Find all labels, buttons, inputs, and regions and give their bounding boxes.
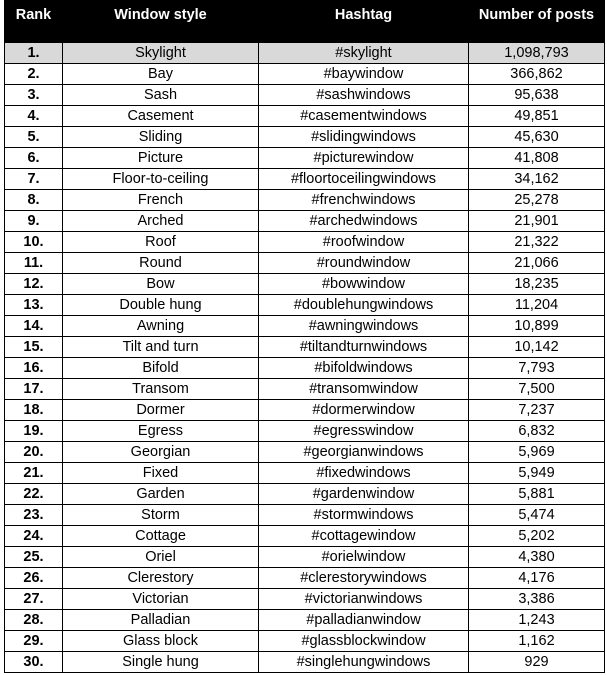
window-style-cell: Egress [63, 421, 259, 442]
rank-cell: 19. [5, 421, 63, 442]
posts-count-cell: 1,243 [469, 610, 605, 631]
hashtag-cell: #bowwindow [259, 274, 469, 295]
table-row [5, 610, 605, 631]
posts-count-cell: 1,098,793 [469, 43, 605, 64]
posts-count-cell: 49,851 [469, 106, 605, 127]
window-style-cell: Palladian [63, 610, 259, 631]
window-style-cell: Transom [63, 379, 259, 400]
rank-cell: 21. [5, 463, 63, 484]
table-row [5, 337, 605, 358]
posts-count-cell: 5,969 [469, 442, 605, 463]
table-row [5, 568, 605, 589]
table-row [5, 652, 605, 673]
window-style-cell: Garden [63, 484, 259, 505]
table-row [5, 484, 605, 505]
hashtag-cell: #archedwindows [259, 211, 469, 232]
rank-cell: 30. [5, 652, 63, 673]
window-style-cell: Cottage [63, 526, 259, 547]
rank-cell: 15. [5, 337, 63, 358]
hashtag-cell: #roofwindow [259, 232, 469, 253]
rank-cell: 7. [5, 169, 63, 190]
window-style-cell: Clerestory [63, 568, 259, 589]
rank-cell: 5. [5, 127, 63, 148]
rank-cell: 6. [5, 148, 63, 169]
window-style-cell: Bow [63, 274, 259, 295]
posts-count-cell: 6,832 [469, 421, 605, 442]
rank-cell: 23. [5, 505, 63, 526]
rank-cell: 4. [5, 106, 63, 127]
header-window-style: Window style [63, 1, 259, 43]
hashtag-cell: #orielwindow [259, 547, 469, 568]
window-style-cell: Casement [63, 106, 259, 127]
rank-cell: 2. [5, 64, 63, 85]
window-style-cell: Roof [63, 232, 259, 253]
posts-count-cell: 34,162 [469, 169, 605, 190]
table-row [5, 211, 605, 232]
rank-cell: 8. [5, 190, 63, 211]
window-style-cell: Victorian [63, 589, 259, 610]
table-row [5, 169, 605, 190]
window-style-cell: Fixed [63, 463, 259, 484]
posts-count-cell: 7,500 [469, 379, 605, 400]
table-row [5, 547, 605, 568]
window-style-cell: Bifold [63, 358, 259, 379]
header-row [5, 1, 605, 43]
window-style-cell: Awning [63, 316, 259, 337]
window-style-cell: Sliding [63, 127, 259, 148]
rank-cell: 20. [5, 442, 63, 463]
hashtag-cell: #transomwindow [259, 379, 469, 400]
posts-count-cell: 18,235 [469, 274, 605, 295]
rank-cell: 12. [5, 274, 63, 295]
table-row [5, 631, 605, 652]
table-row [5, 148, 605, 169]
window-style-cell: Storm [63, 505, 259, 526]
hashtag-cell: #fixedwindows [259, 463, 469, 484]
hashtag-cell: #cottagewindow [259, 526, 469, 547]
posts-count-cell: 95,638 [469, 85, 605, 106]
hashtag-cell: #palladianwindow [259, 610, 469, 631]
header-hashtag: Hashtag [259, 1, 469, 43]
posts-count-cell: 929 [469, 652, 605, 673]
table-row [5, 505, 605, 526]
posts-count-cell: 5,474 [469, 505, 605, 526]
rank-cell: 9. [5, 211, 63, 232]
rank-cell: 11. [5, 253, 63, 274]
posts-count-cell: 25,278 [469, 190, 605, 211]
posts-count-cell: 21,901 [469, 211, 605, 232]
table-row [5, 463, 605, 484]
table-row [5, 274, 605, 295]
rank-cell: 3. [5, 85, 63, 106]
table-row [5, 316, 605, 337]
posts-count-cell: 5,881 [469, 484, 605, 505]
rank-cell: 22. [5, 484, 63, 505]
hashtag-cell: #clerestorywindows [259, 568, 469, 589]
rank-cell: 14. [5, 316, 63, 337]
window-style-ranking-table [4, 0, 605, 673]
window-style-cell: Georgian [63, 442, 259, 463]
rank-cell: 27. [5, 589, 63, 610]
hashtag-cell: #frenchwindows [259, 190, 469, 211]
table-row [5, 127, 605, 148]
table-body [5, 43, 605, 673]
rank-cell: 10. [5, 232, 63, 253]
hashtag-cell: #slidingwindows [259, 127, 469, 148]
hashtag-cell: #picturewindow [259, 148, 469, 169]
header-number-of-posts: Number of posts [469, 1, 605, 43]
posts-count-cell: 5,202 [469, 526, 605, 547]
table-row [5, 295, 605, 316]
hashtag-cell: #singlehungwindows [259, 652, 469, 673]
posts-count-cell: 5,949 [469, 463, 605, 484]
hashtag-cell: #casementwindows [259, 106, 469, 127]
table-row [5, 253, 605, 274]
window-style-cell: Single hung [63, 652, 259, 673]
hashtag-cell: #awningwindows [259, 316, 469, 337]
posts-count-cell: 4,380 [469, 547, 605, 568]
header-rank: Rank [5, 1, 63, 43]
posts-count-cell: 11,204 [469, 295, 605, 316]
posts-count-cell: 10,142 [469, 337, 605, 358]
hashtag-cell: #doublehungwindows [259, 295, 469, 316]
table-row [5, 400, 605, 421]
table-row [5, 358, 605, 379]
posts-count-cell: 21,322 [469, 232, 605, 253]
rank-cell: 16. [5, 358, 63, 379]
table-row [5, 64, 605, 85]
table-row [5, 43, 605, 64]
hashtag-cell: #gardenwindow [259, 484, 469, 505]
rank-cell: 25. [5, 547, 63, 568]
posts-count-cell: 7,237 [469, 400, 605, 421]
window-style-cell: Floor-to-ceiling [63, 169, 259, 190]
rank-cell: 13. [5, 295, 63, 316]
window-style-cell: Arched [63, 211, 259, 232]
window-style-cell: Glass block [63, 631, 259, 652]
posts-count-cell: 366,862 [469, 64, 605, 85]
hashtag-cell: #egresswindow [259, 421, 469, 442]
window-style-cell: French [63, 190, 259, 211]
window-style-cell: Skylight [63, 43, 259, 64]
posts-count-cell: 21,066 [469, 253, 605, 274]
hashtag-cell: #stormwindows [259, 505, 469, 526]
hashtag-cell: #skylight [259, 43, 469, 64]
posts-count-cell: 10,899 [469, 316, 605, 337]
table-row [5, 421, 605, 442]
window-style-cell: Picture [63, 148, 259, 169]
window-style-cell: Tilt and turn [63, 337, 259, 358]
hashtag-cell: #dormerwindow [259, 400, 469, 421]
hashtag-cell: #bifoldwindows [259, 358, 469, 379]
hashtag-cell: #georgianwindows [259, 442, 469, 463]
hashtag-cell: #glassblockwindow [259, 631, 469, 652]
hashtag-cell: #tiltandturnwindows [259, 337, 469, 358]
table-row [5, 526, 605, 547]
window-style-cell: Round [63, 253, 259, 274]
posts-count-cell: 4,176 [469, 568, 605, 589]
table-row [5, 85, 605, 106]
window-style-cell: Oriel [63, 547, 259, 568]
rank-cell: 28. [5, 610, 63, 631]
posts-count-cell: 1,162 [469, 631, 605, 652]
window-style-cell: Bay [63, 64, 259, 85]
posts-count-cell: 45,630 [469, 127, 605, 148]
table-row [5, 232, 605, 253]
hashtag-cell: #floortoceilingwindows [259, 169, 469, 190]
hashtag-cell: #roundwindow [259, 253, 469, 274]
table-row [5, 589, 605, 610]
hashtag-cell: #victorianwindows [259, 589, 469, 610]
window-style-cell: Double hung [63, 295, 259, 316]
posts-count-cell: 7,793 [469, 358, 605, 379]
rank-cell: 29. [5, 631, 63, 652]
rank-cell: 24. [5, 526, 63, 547]
posts-count-cell: 41,808 [469, 148, 605, 169]
table-row [5, 442, 605, 463]
rank-cell: 26. [5, 568, 63, 589]
rank-cell: 1. [5, 43, 63, 64]
ranking-table-container [4, 0, 604, 673]
window-style-cell: Sash [63, 85, 259, 106]
posts-count-cell: 3,386 [469, 589, 605, 610]
rank-cell: 18. [5, 400, 63, 421]
window-style-cell: Dormer [63, 400, 259, 421]
table-row [5, 379, 605, 400]
hashtag-cell: #sashwindows [259, 85, 469, 106]
table-row [5, 190, 605, 211]
hashtag-cell: #baywindow [259, 64, 469, 85]
table-row [5, 106, 605, 127]
rank-cell: 17. [5, 379, 63, 400]
